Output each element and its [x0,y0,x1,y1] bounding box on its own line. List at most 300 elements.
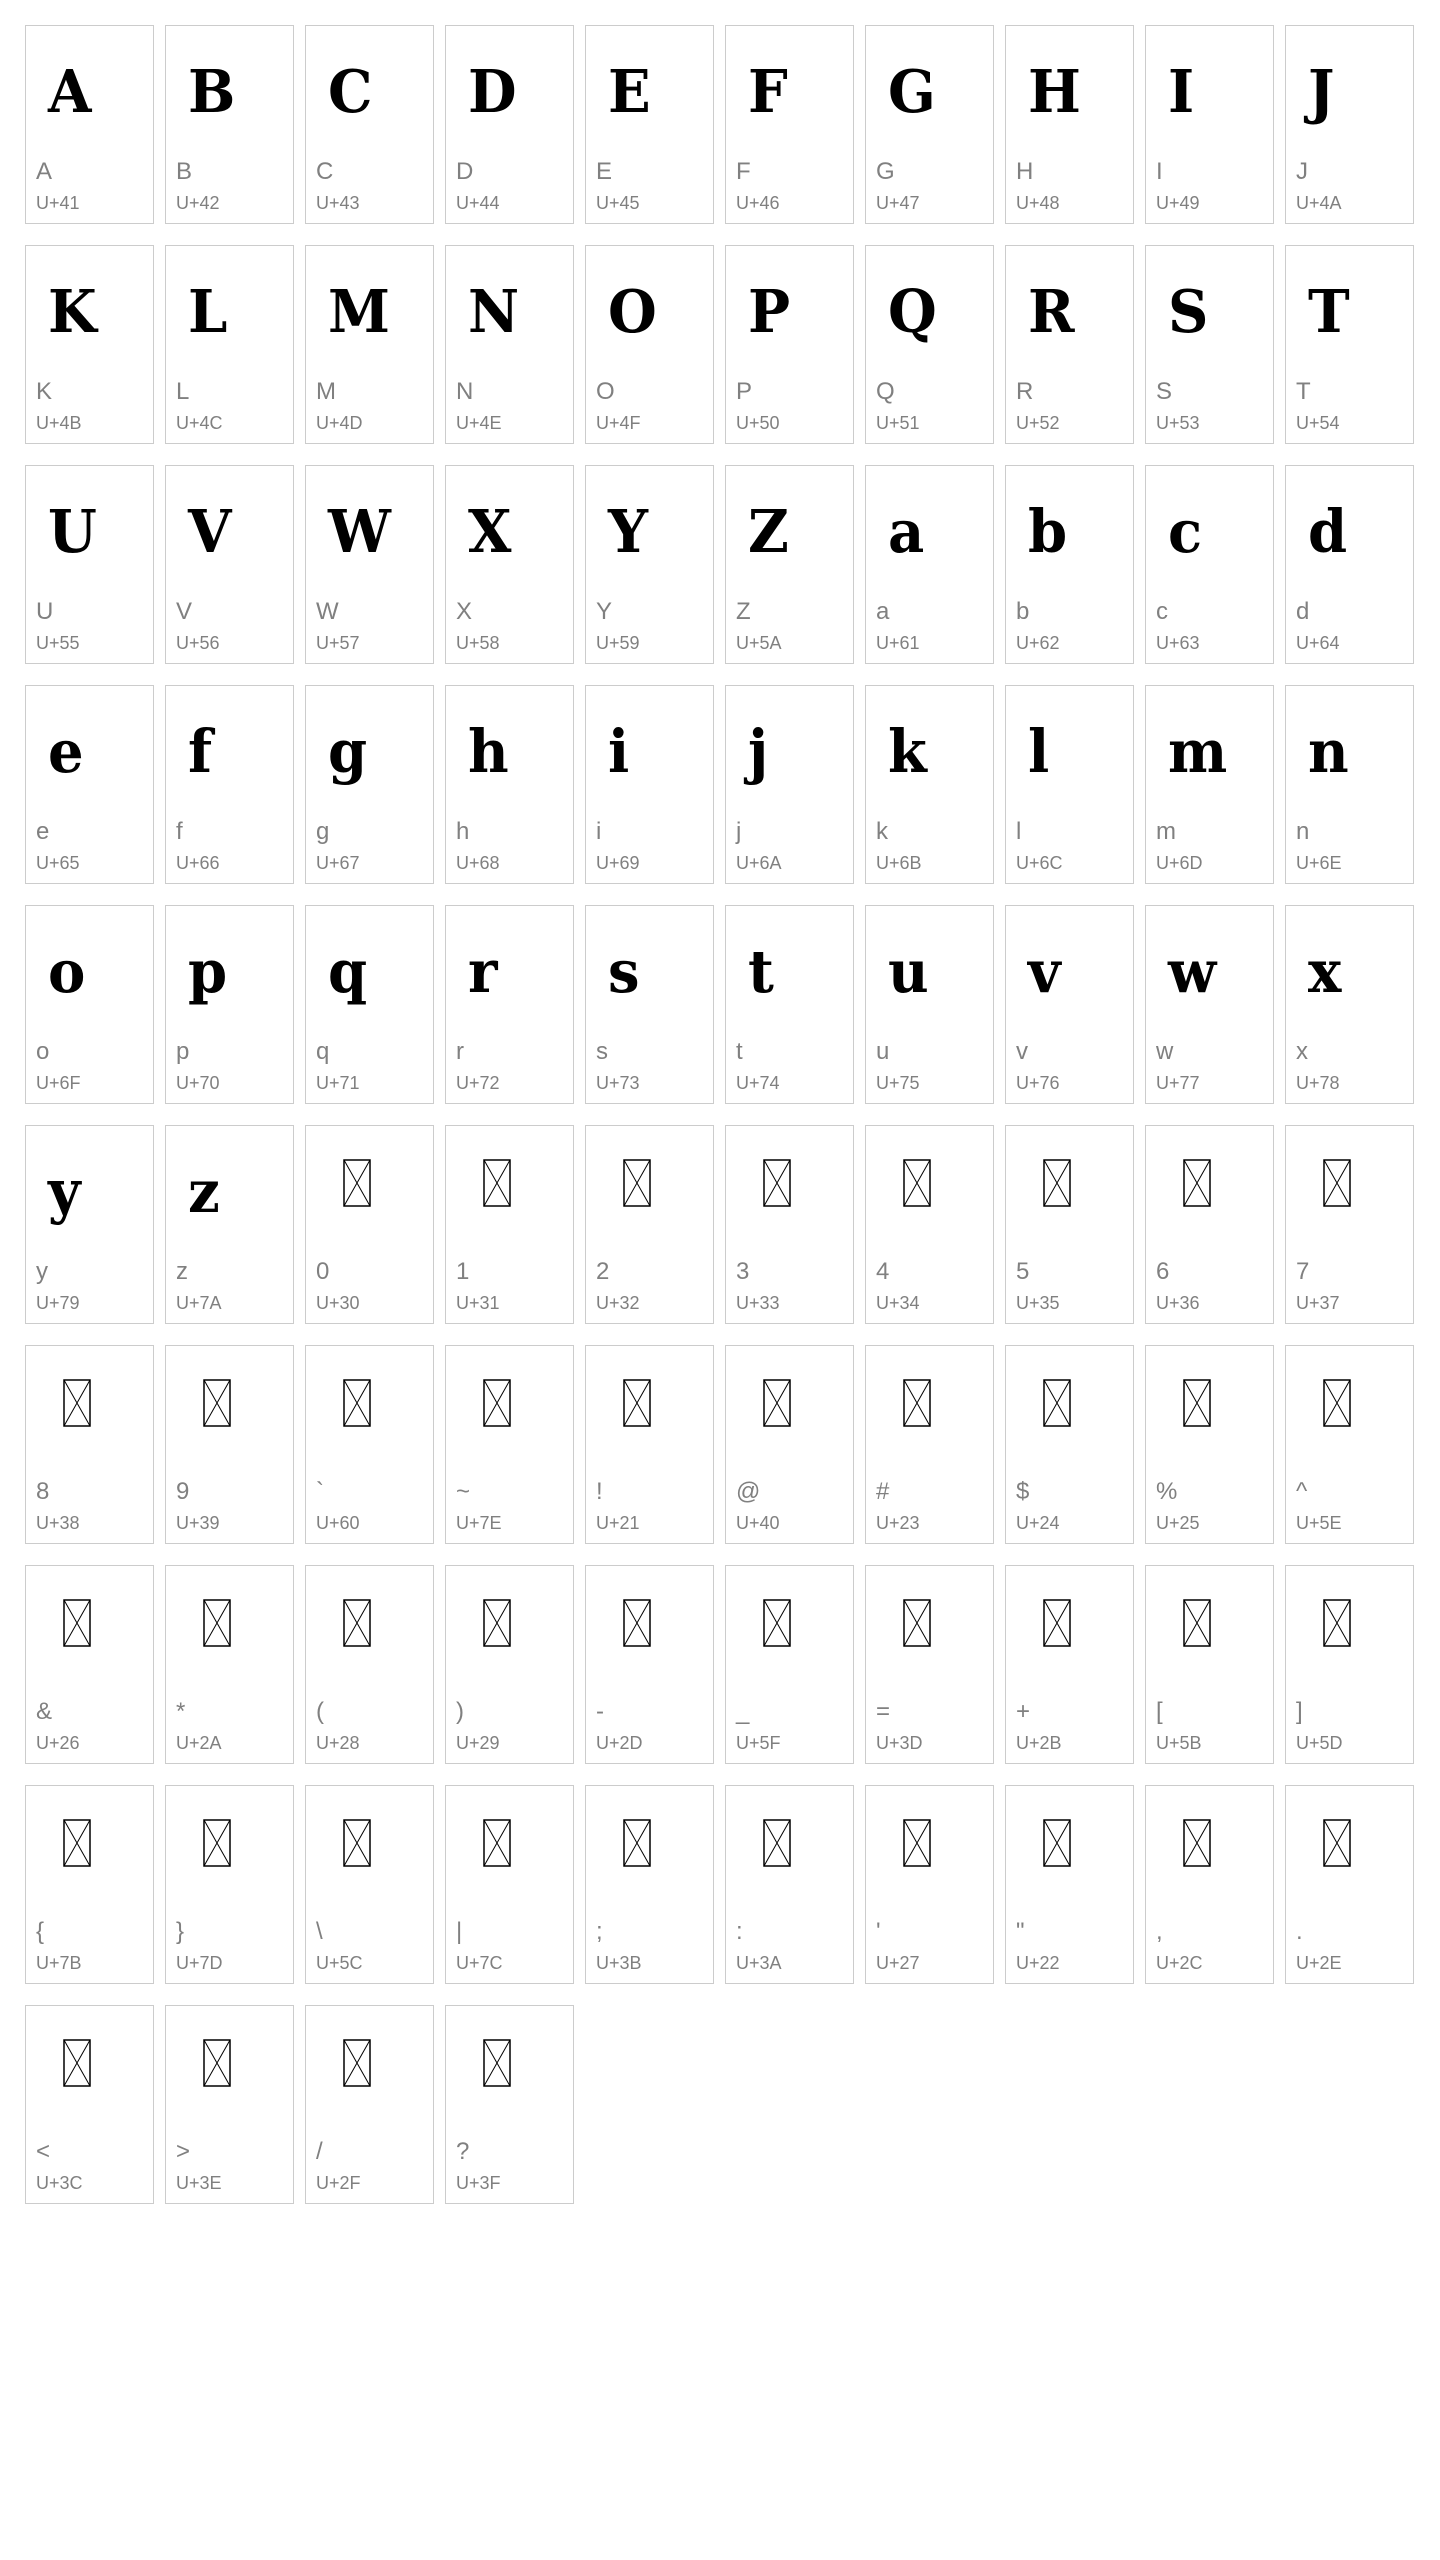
character-label: . [1296,1918,1303,1945]
missing-glyph-icon [203,2039,231,2087]
glyph-cell [165,465,294,664]
codepoint-label: U+5A [736,633,782,653]
glyph-cell [1145,465,1274,664]
character-label: k [876,818,888,845]
glyph-sample: M [328,277,390,347]
character-label: ~ [456,1478,471,1505]
glyph-cell [1285,25,1414,224]
character-label: o [36,1038,50,1065]
character-label: P [736,378,753,405]
glyph-sample: r [468,937,498,1007]
glyph-cell [25,905,154,1104]
glyph-sample: Q [888,277,937,347]
glyph-cell [725,465,854,664]
character-label: ? [456,2138,470,2165]
glyph-cell [725,905,854,1104]
codepoint-label: U+32 [596,1293,640,1313]
character-label: # [876,1478,890,1505]
glyph-cell [25,1345,154,1544]
glyph-cell [585,1565,714,1764]
glyph-cell [445,1125,574,1324]
codepoint-label: U+76 [1016,1073,1060,1093]
character-label: ^ [1296,1478,1308,1505]
glyph-sample: D [468,57,517,127]
glyph-cell [165,685,294,884]
codepoint-label: U+38 [36,1513,80,1533]
character-label: / [316,2138,323,2165]
character-label: " [1016,1918,1025,1945]
codepoint-label: U+44 [456,193,500,213]
missing-glyph-icon [63,1819,91,1867]
glyph-sample: x [1308,937,1342,1007]
character-label: 2 [596,1258,610,1285]
character-label: u [876,1038,890,1065]
missing-glyph-icon [763,1159,791,1207]
glyph-cell [1285,465,1414,664]
codepoint-label: U+60 [316,1513,360,1533]
glyph-cell [585,905,714,1104]
codepoint-label: U+3F [456,2173,501,2193]
character-label: \ [316,1918,323,1945]
codepoint-label: U+39 [176,1513,220,1533]
character-label: c [1156,598,1168,625]
codepoint-label: U+46 [736,193,780,213]
character-label: 0 [316,1258,330,1285]
glyph-sample: t [748,937,774,1007]
missing-glyph-icon [1043,1159,1071,1207]
character-label: f [176,818,183,845]
missing-glyph-icon [1323,1379,1351,1427]
character-label: d [1296,598,1310,625]
codepoint-label: U+65 [36,853,80,873]
codepoint-label: U+3D [876,1733,923,1753]
character-label: q [316,1038,330,1065]
missing-glyph-icon [203,1599,231,1647]
missing-glyph-icon [763,1819,791,1867]
glyph-sample: k [888,717,927,787]
codepoint-label: U+6A [736,853,782,873]
glyph-cell [1285,905,1414,1104]
codepoint-label: U+6D [1156,853,1203,873]
character-label: z [176,1258,188,1285]
glyph-sample: q [328,937,368,1007]
codepoint-label: U+4B [36,413,82,433]
glyph-cell [725,1125,854,1324]
character-label: g [316,818,330,845]
codepoint-label: U+6C [1016,853,1063,873]
character-label: * [176,1698,186,1725]
glyph-cell [1285,1345,1414,1544]
codepoint-label: U+4C [176,413,223,433]
glyph-cell [1005,1345,1134,1544]
codepoint-label: U+42 [176,193,220,213]
missing-glyph-icon [623,1819,651,1867]
codepoint-label: U+54 [1296,413,1340,433]
codepoint-label: U+7C [456,1953,503,1973]
character-label: S [1156,378,1173,405]
codepoint-label: U+21 [596,1513,640,1533]
glyph-sample: p [188,937,228,1007]
glyph-sample: S [1168,277,1209,347]
glyph-cell [1005,1565,1134,1764]
character-label: G [876,158,895,185]
glyph-sample: v [1028,937,1061,1007]
glyph-cell [585,685,714,884]
character-label: = [876,1698,891,1725]
character-label: I [1156,158,1163,185]
glyph-sample: G [888,57,936,127]
character-label: 4 [876,1258,890,1285]
character-label: p [176,1038,190,1065]
missing-glyph-icon [343,1599,371,1647]
missing-glyph-icon [623,1599,651,1647]
glyph-cell [1145,245,1274,444]
missing-glyph-icon [623,1159,651,1207]
character-label: i [596,818,602,845]
character-label: > [176,2138,191,2165]
glyph-cell [585,25,714,224]
character-label: F [736,158,751,185]
glyph-cell [305,1565,434,1764]
glyph-sample: O [608,277,657,347]
codepoint-label: U+5E [1296,1513,1342,1533]
codepoint-label: U+27 [876,1953,920,1973]
glyph-sample: A [48,57,92,127]
glyph-cell [165,25,294,224]
missing-glyph-icon [63,2039,91,2087]
glyph-cell [445,465,574,664]
codepoint-label: U+2E [1296,1953,1342,1973]
glyph-cell [865,1565,994,1764]
glyph-sample: y [48,1157,81,1227]
glyph-cell [725,1345,854,1544]
character-label: h [456,818,470,845]
glyph-sample: N [468,277,520,347]
codepoint-label: U+34 [876,1293,920,1313]
glyph-cell [865,1785,994,1984]
missing-glyph-icon [483,1159,511,1207]
missing-glyph-icon [1043,1379,1071,1427]
character-label: ] [1296,1698,1303,1725]
character-label: W [316,598,339,625]
glyph-cell [25,245,154,444]
glyph-sample: l [1028,717,1050,787]
glyph-cell [305,685,434,884]
glyph-cell [585,1345,714,1544]
glyph-sample: U [48,497,97,567]
character-label: r [456,1038,464,1065]
codepoint-label: U+43 [316,193,360,213]
character-label: [ [1156,1698,1163,1725]
codepoint-label: U+75 [876,1073,920,1093]
glyph-cell [25,25,154,224]
character-label: R [1016,378,1034,405]
missing-glyph-icon [1323,1819,1351,1867]
codepoint-label: U+4A [1296,193,1342,213]
character-label: D [456,158,474,185]
missing-glyph-icon [1043,1819,1071,1867]
glyph-sample: e [48,717,84,787]
glyph-sample: W [328,497,391,567]
missing-glyph-icon [1183,1379,1211,1427]
glyph-sample: F [748,57,788,127]
codepoint-label: U+52 [1016,413,1060,433]
missing-glyph-icon [1323,1159,1351,1207]
character-label: N [456,378,474,405]
character-label: X [456,598,473,625]
glyph-cell [1145,685,1274,884]
character-label: L [176,378,190,405]
character-label: a [876,598,890,625]
glyph-cell [585,465,714,664]
codepoint-label: U+31 [456,1293,500,1313]
glyph-cell [1145,25,1274,224]
glyph-cell [865,685,994,884]
glyph-cell [1285,685,1414,884]
glyph-cell [305,2005,434,2204]
glyph-cell [865,1345,994,1544]
glyph-cell [1285,1125,1414,1324]
character-label: A [36,158,53,185]
character-label: B [176,158,193,185]
glyph-cell [725,1785,854,1984]
character-label: @ [736,1478,761,1505]
codepoint-label: U+45 [596,193,640,213]
codepoint-label: U+6F [36,1073,81,1093]
glyph-cell [445,685,574,884]
glyph-cell [305,1785,434,1984]
glyph-sample: E [608,57,651,127]
codepoint-label: U+6E [1296,853,1342,873]
glyph-cell [1145,1565,1274,1764]
glyph-cell [25,685,154,884]
codepoint-label: U+23 [876,1513,920,1533]
character-label: $ [1016,1478,1030,1505]
codepoint-label: U+40 [736,1513,780,1533]
codepoint-label: U+26 [36,1733,80,1753]
glyph-cell [165,245,294,444]
codepoint-label: U+51 [876,413,920,433]
codepoint-label: U+57 [316,633,360,653]
character-label: 6 [1156,1258,1170,1285]
character-label: H [1016,158,1034,185]
glyph-sample: n [1308,717,1349,787]
character-label: % [1156,1478,1178,1505]
codepoint-label: U+2A [176,1733,222,1753]
glyph-cell [305,1345,434,1544]
codepoint-label: U+7E [456,1513,502,1533]
character-label: , [1156,1918,1163,1945]
glyph-sample: c [1168,497,1203,567]
missing-glyph-icon [203,1379,231,1427]
missing-glyph-icon [343,2039,371,2087]
codepoint-label: U+69 [596,853,640,873]
character-label: + [1016,1698,1031,1725]
glyph-sample: w [1168,937,1217,1007]
missing-glyph-icon [763,1379,791,1427]
missing-glyph-icon [203,1819,231,1867]
glyph-cell [165,2005,294,2204]
glyph-cell [725,685,854,884]
character-label: O [596,378,615,405]
missing-glyph-icon [763,1599,791,1647]
character-label: J [1296,158,1308,185]
glyph-cell [305,905,434,1104]
character-label: l [1016,818,1022,845]
glyph-cell [445,1785,574,1984]
codepoint-label: U+4E [456,413,502,433]
codepoint-label: U+79 [36,1293,80,1313]
missing-glyph-icon [63,1599,91,1647]
glyph-cell [865,905,994,1104]
character-label: & [36,1698,53,1725]
character-label: ! [596,1478,603,1505]
codepoint-label: U+5F [736,1733,781,1753]
glyph-sample: P [748,277,791,347]
glyph-sample: X [468,497,512,567]
missing-glyph-icon [483,1599,511,1647]
missing-glyph-icon [343,1379,371,1427]
character-label: n [1296,818,1310,845]
character-label: T [1296,378,1311,405]
character-label: Y [596,598,613,625]
character-label: x [1296,1038,1308,1065]
glyph-cell [165,1565,294,1764]
missing-glyph-icon [903,1819,931,1867]
character-label: - [596,1698,604,1725]
character-label: K [36,378,53,405]
glyph-cell [1285,1785,1414,1984]
missing-glyph-icon [1323,1599,1351,1647]
glyph-cell [725,25,854,224]
codepoint-label: U+36 [1156,1293,1200,1313]
codepoint-label: U+67 [316,853,360,873]
glyph-sample: s [608,937,640,1007]
glyph-sample: h [468,717,509,787]
character-label: V [176,598,193,625]
missing-glyph-icon [343,1819,371,1867]
glyph-cell [165,905,294,1104]
codepoint-label: U+30 [316,1293,360,1313]
glyph-cell [305,465,434,664]
character-label: v [1016,1038,1028,1065]
codepoint-label: U+4F [596,413,641,433]
glyph-cell [585,1125,714,1324]
glyph-cell [1005,465,1134,664]
missing-glyph-icon [483,1379,511,1427]
glyph-cell [1005,245,1134,444]
glyph-cell [1145,1785,1274,1984]
character-label: ' [876,1918,881,1945]
codepoint-label: U+49 [1156,193,1200,213]
codepoint-label: U+47 [876,193,920,213]
character-label: M [316,378,336,405]
character-label: C [316,158,334,185]
glyph-sample: i [608,717,630,787]
glyph-sample: z [188,1157,220,1227]
glyph-sample: d [1308,497,1348,567]
missing-glyph-icon [903,1159,931,1207]
glyph-cell [305,1125,434,1324]
character-label: j [736,818,742,845]
codepoint-label: U+59 [596,633,640,653]
codepoint-label: U+35 [1016,1293,1060,1313]
character-label: e [36,818,50,845]
codepoint-label: U+2D [596,1733,643,1753]
codepoint-label: U+61 [876,633,920,653]
codepoint-label: U+3E [176,2173,222,2193]
glyph-sample: H [1028,57,1081,127]
glyph-sample: f [188,717,213,787]
glyph-cell [865,25,994,224]
codepoint-label: U+2C [1156,1953,1203,1973]
codepoint-label: U+74 [736,1073,780,1093]
codepoint-label: U+33 [736,1293,780,1313]
missing-glyph-icon [63,1379,91,1427]
glyph-cell [585,245,714,444]
codepoint-label: U+55 [36,633,80,653]
codepoint-label: U+64 [1296,633,1340,653]
glyph-cell [165,1125,294,1324]
codepoint-label: U+7B [36,1953,82,1973]
codepoint-label: U+5D [1296,1733,1343,1753]
codepoint-label: U+66 [176,853,220,873]
glyph-cell [725,1565,854,1764]
glyph-sample: V [188,497,232,567]
glyph-cell [1005,25,1134,224]
character-label: ( [316,1698,324,1725]
glyph-cell [25,1565,154,1764]
codepoint-label: U+70 [176,1073,220,1093]
glyph-cell [585,1785,714,1984]
glyph-cell [445,2005,574,2204]
glyph-cell [865,1125,994,1324]
codepoint-label: U+7D [176,1953,223,1973]
glyph-sample: b [1028,497,1068,567]
codepoint-label: U+5C [316,1953,363,1973]
character-label: _ [736,1698,750,1725]
character-label: s [596,1038,608,1065]
missing-glyph-icon [903,1379,931,1427]
character-label: | [456,1918,463,1945]
glyph-cell [1005,685,1134,884]
missing-glyph-icon [1183,1599,1211,1647]
missing-glyph-icon [1183,1159,1211,1207]
missing-glyph-icon [483,1819,511,1867]
glyph-sample: Z [748,497,789,567]
missing-glyph-icon [483,2039,511,2087]
glyph-cell [165,1785,294,1984]
glyph-sample: K [48,277,97,347]
glyph-cell [25,1785,154,1984]
glyph-cell [25,2005,154,2204]
glyph-cell [865,245,994,444]
character-label: } [176,1918,185,1945]
codepoint-label: U+63 [1156,633,1200,653]
character-label: 9 [176,1478,190,1505]
codepoint-label: U+53 [1156,413,1200,433]
codepoint-label: U+24 [1016,1513,1060,1533]
glyph-sample: g [328,717,368,787]
character-label: ; [596,1918,603,1945]
glyph-cell [165,1345,294,1544]
glyph-cell [25,465,154,664]
codepoint-label: U+37 [1296,1293,1340,1313]
codepoint-label: U+7A [176,1293,222,1313]
missing-glyph-icon [1183,1819,1211,1867]
glyph-sample: o [48,937,86,1007]
character-label: 8 [36,1478,50,1505]
